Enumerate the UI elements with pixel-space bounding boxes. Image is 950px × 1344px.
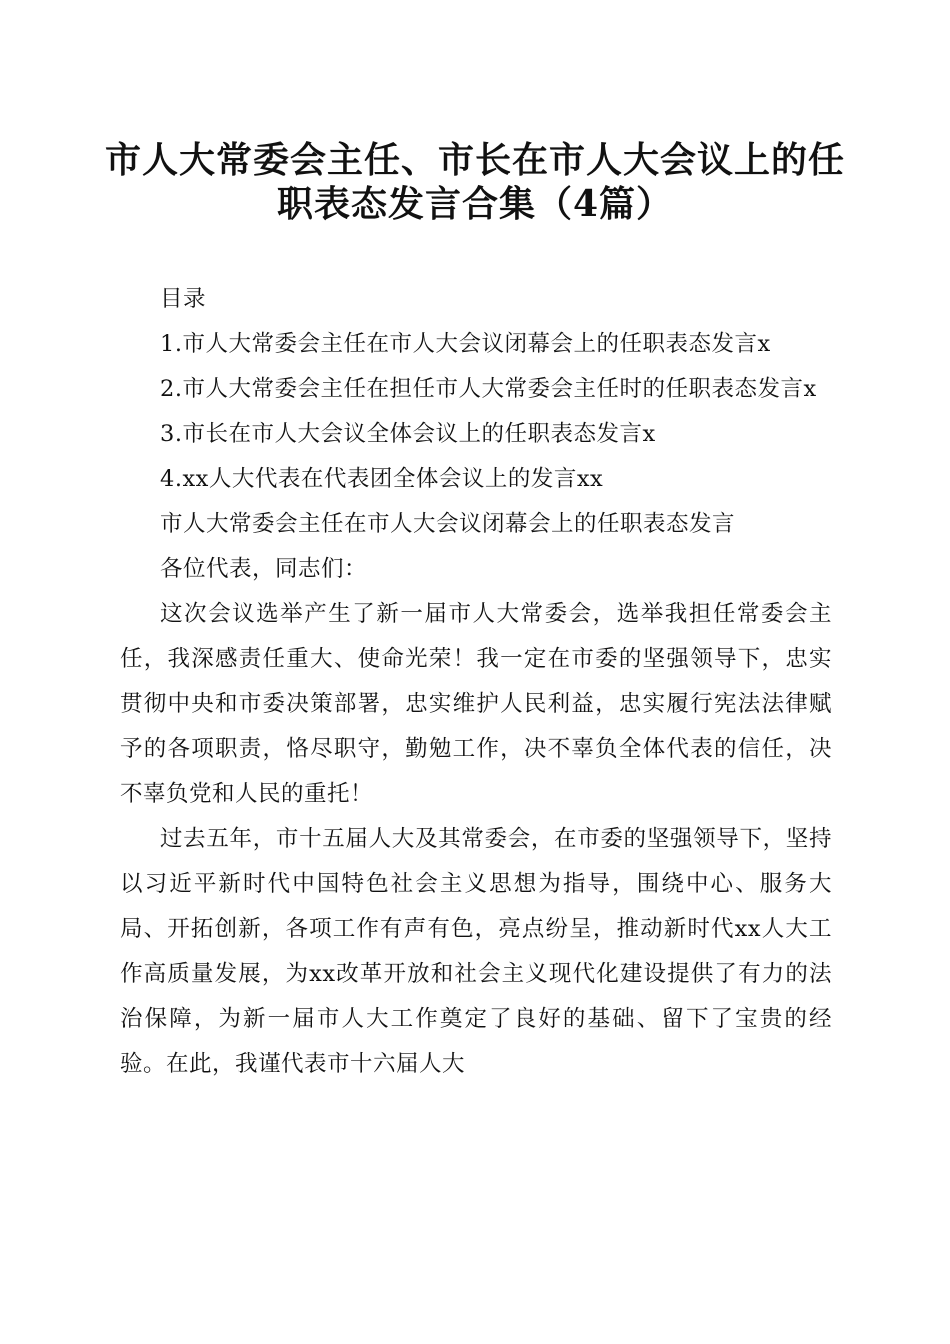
body-paragraph-2: 过去五年，市十五届人大及其常委会，在市委的坚强领导下，坚持以习近平新时代中国特色社会主义思想为指导，围绕中心、服务大局、开拓创新，各项工作有声有色，亮点纷呈，推动新时代xx人大工作高质量发展，为xx改革开放和社会主义现代化建设提供了有力的法治保障，为新一届市人大工作奠定了良好的基础、留下了宝贵的经验。在此，我谨代表市十六届人大 <box>120 826 832 1077</box>
body-paragraph-1: 这次会议选举产生了新一届市人大常委会，选举我担任常委会主任，我深感责任重大、使命光荣！我一定在市委的坚强领导下，忠实贯彻中央和市委决策部署，忠实维护人民利益，忠实履行宪法法律赋予的各项职责，恪尽职守，勤勉工作，决不辜负全体代表的信任，决不辜负党和人民的重托！ <box>120 601 832 807</box>
toc-item-1: 1.市人大常委会主任在市人大会议闭幕会上的任职表态发言x <box>160 331 771 357</box>
toc-item-4: 4.xx人大代表在代表团全体会议上的发言xx <box>160 466 604 492</box>
document-title-line-2: 职表态发言合集（4篇） <box>276 183 674 225</box>
document-body <box>120 277 832 1087</box>
toc-item-3: 3.市长在市人大会议全体会议上的任职表态发言x <box>160 421 656 447</box>
toc-item-2: 2.市人大常委会主任在担任市人大常委会主任时的任职表态发言x <box>160 376 817 402</box>
toc-heading: 目录 <box>160 286 207 312</box>
document-title-line-1: 市人大常委会主任、市长在市人大会议上的任 <box>104 139 845 181</box>
section-title: 市人大常委会主任在市人大会议闭幕会上的任职表态发言 <box>160 511 736 537</box>
salutation: 各位代表，同志们： <box>160 556 368 582</box>
